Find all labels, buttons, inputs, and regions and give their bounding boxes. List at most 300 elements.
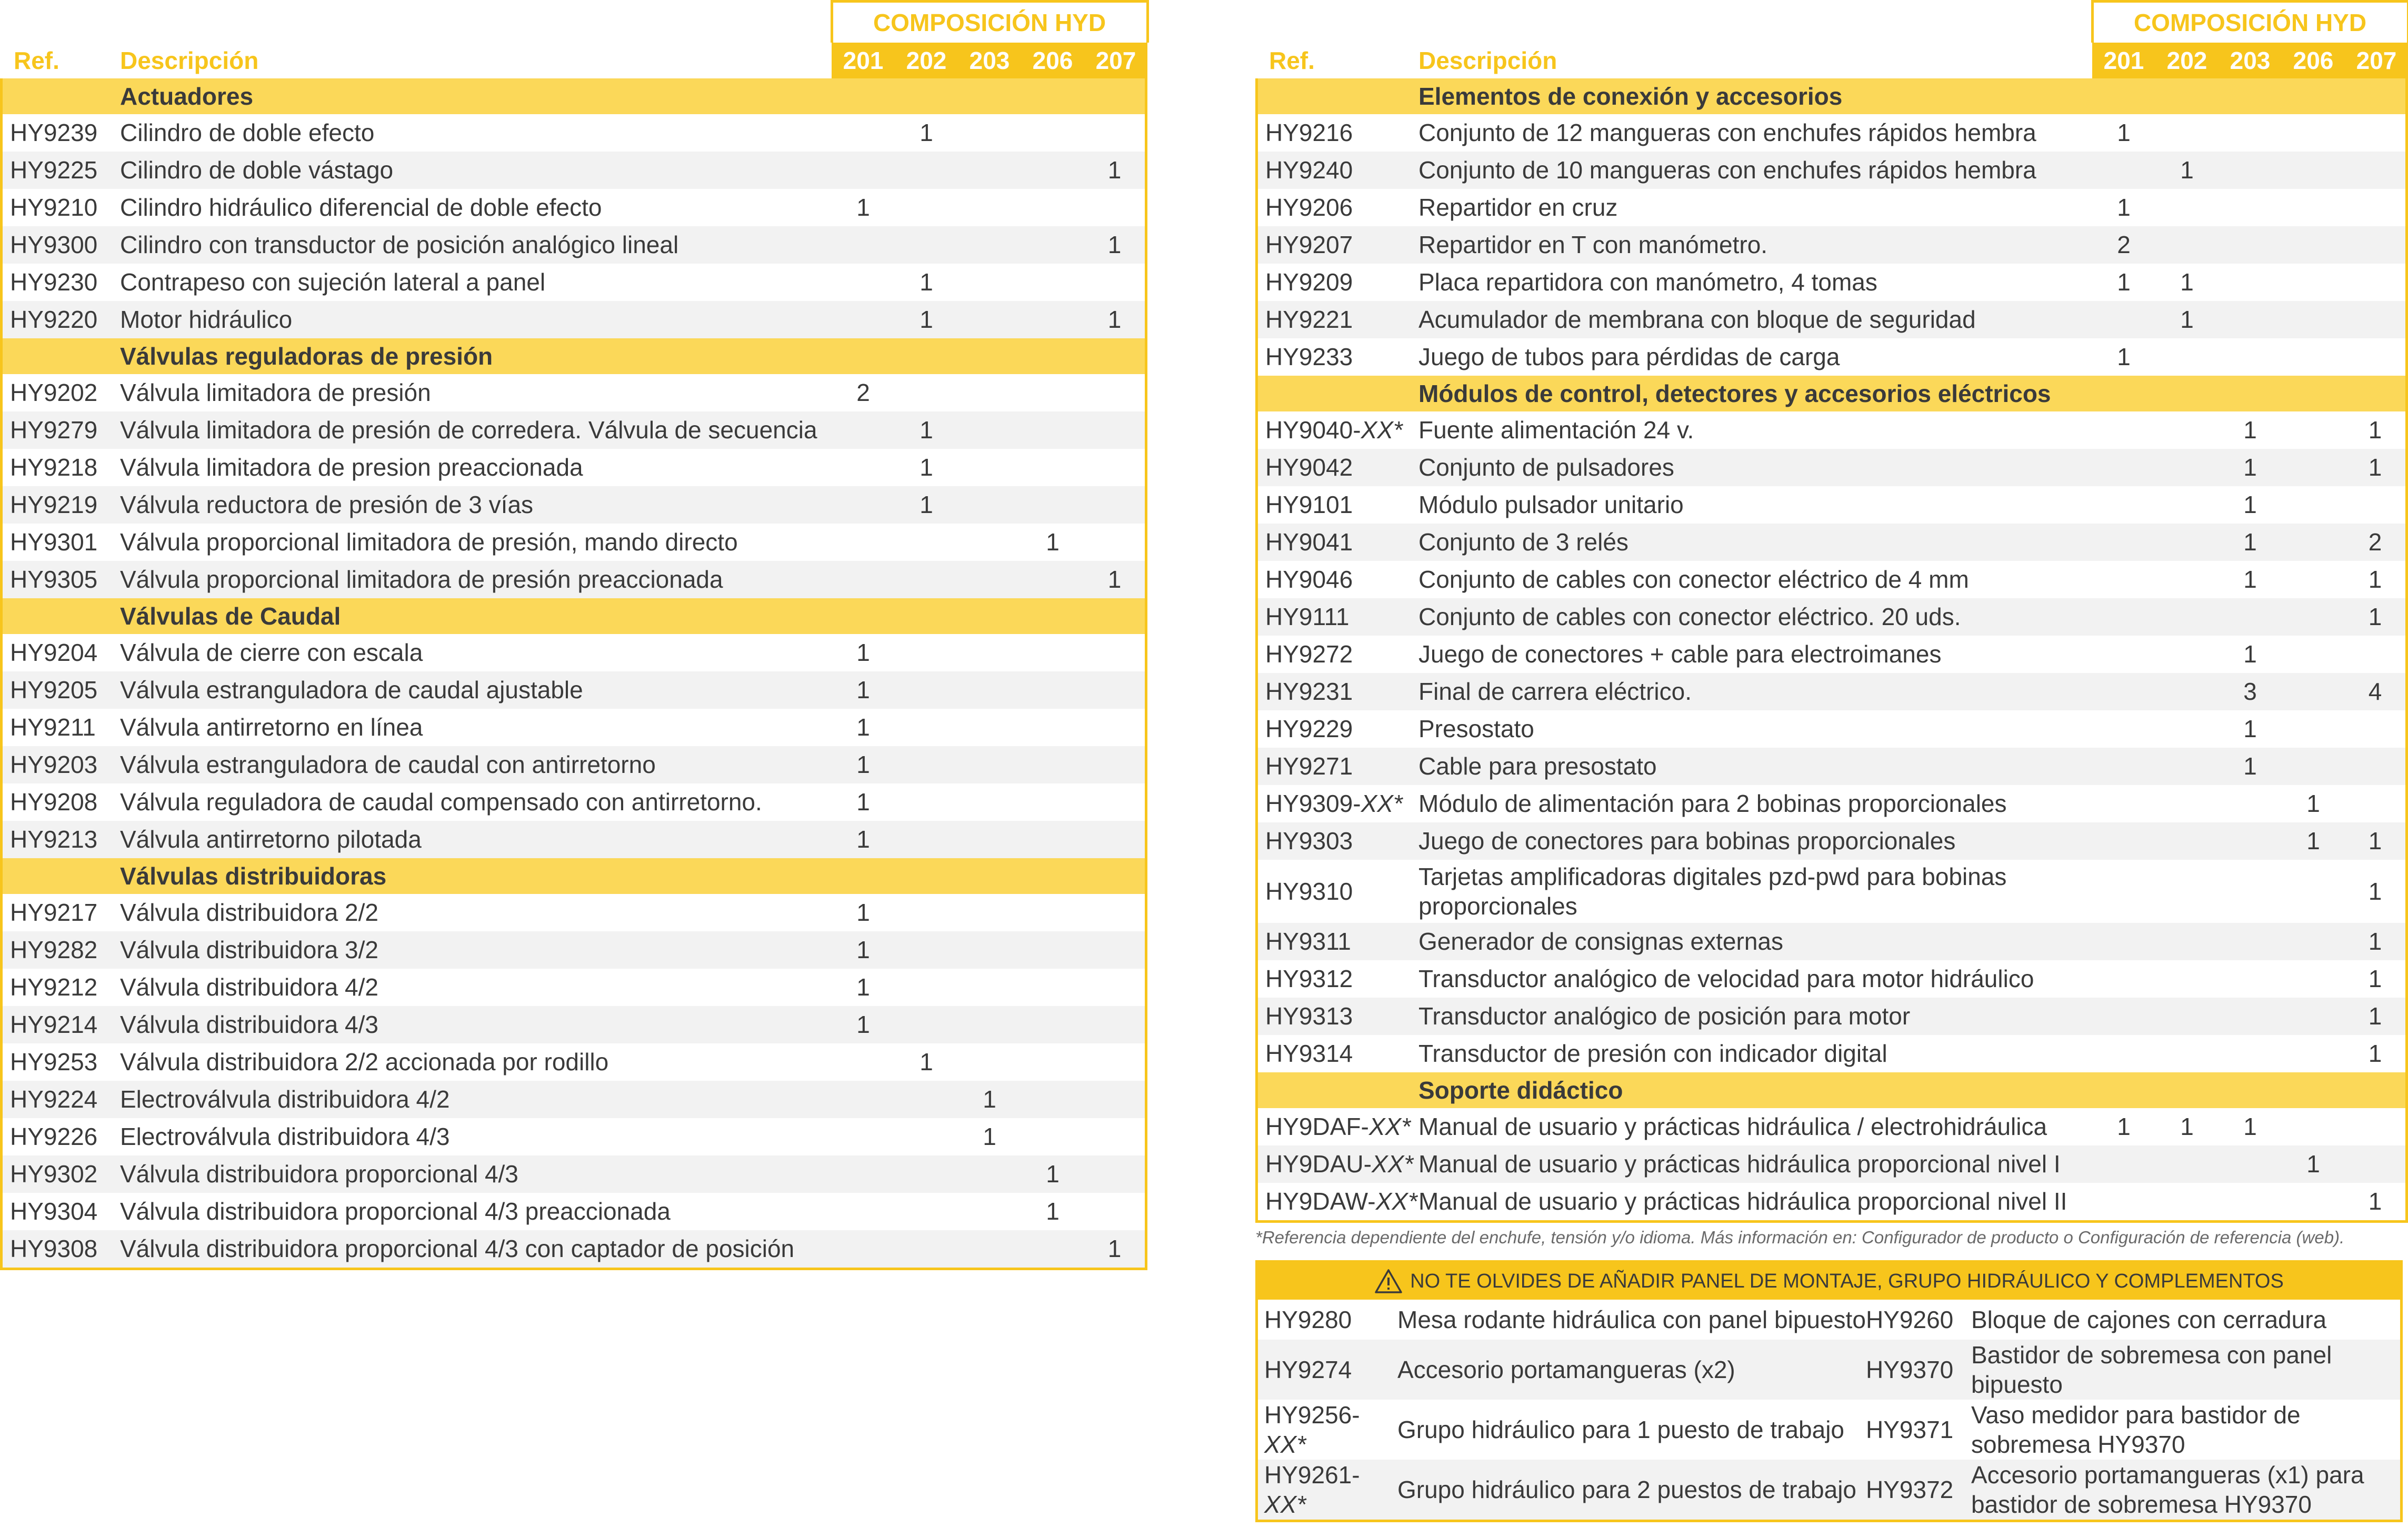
qty-cell-207 xyxy=(1084,783,1145,821)
qty-cell-206: 1 xyxy=(2282,1145,2345,1183)
qty-cell-201: 1 xyxy=(2117,119,2131,146)
qty-cell-206 xyxy=(1021,486,1084,524)
table-row xyxy=(1258,748,2405,785)
item-ref-cell xyxy=(3,1006,120,1043)
qty-cell-201 xyxy=(2092,598,2155,636)
qty-cell-203 xyxy=(2219,860,2282,923)
qty-cell-207 xyxy=(2345,338,2405,376)
item-ref-cell xyxy=(1258,860,1418,923)
qty-cell-206 xyxy=(2282,114,2345,152)
qty-cell-201 xyxy=(832,301,895,338)
item-ref-cell xyxy=(3,449,120,486)
qty-cell-202 xyxy=(2155,598,2219,636)
qty-cell-206 xyxy=(2282,598,2345,636)
qty-cell-202 xyxy=(895,1081,958,1118)
qty-cell-206 xyxy=(1021,561,1084,598)
ref-header-right: Ref. xyxy=(1269,47,1315,74)
qty-cell-203 xyxy=(958,301,1021,338)
qty-cell-202: 1 xyxy=(895,301,958,338)
qty-cell-201: 1 xyxy=(832,671,895,709)
qty-cell-201 xyxy=(2092,960,2155,998)
section-title: Válvulas reguladoras de presión xyxy=(120,338,1145,374)
accessory-ref-2: HY9370 xyxy=(1866,1340,1971,1400)
warning-triangle-icon xyxy=(1374,1269,1403,1294)
qty-cell-207: 1 xyxy=(1084,561,1145,598)
item-description: Generador de consignas externas xyxy=(1418,923,2092,960)
table-row xyxy=(1258,998,2405,1035)
accessory-ref-2: HY9372 xyxy=(1866,1460,1971,1520)
item-ref: HY9046 xyxy=(1265,566,1353,593)
qty-cell-207 xyxy=(1084,114,1145,152)
col-202-header: 202 xyxy=(895,43,958,78)
section-title: Elementos de conexión y accesorios xyxy=(1418,78,2405,114)
qty-cell-202 xyxy=(2155,822,2219,860)
qty-cell-203: 1 xyxy=(2243,416,2257,444)
qty-cell-202 xyxy=(2155,785,2219,822)
qty-cell-207 xyxy=(1084,709,1145,746)
table-row xyxy=(3,894,1145,931)
item-ref-cell xyxy=(1258,598,1418,636)
item-ref-cell xyxy=(3,301,120,338)
qty-cell-201 xyxy=(832,561,895,598)
qty-cell-203 xyxy=(2219,264,2282,301)
item-ref-cell xyxy=(1258,411,1418,449)
item-ref-cell xyxy=(3,561,120,598)
item-ref: HY9041 xyxy=(1265,528,1353,556)
qty-cell-203 xyxy=(2219,226,2282,264)
table-row xyxy=(3,411,1145,449)
qty-cell-201 xyxy=(832,411,895,449)
item-description: Válvula reductora de presión de 3 vías xyxy=(120,486,832,524)
item-description: Válvula de cierre con escala xyxy=(120,639,423,666)
accessory-row xyxy=(1258,1400,2400,1460)
qty-cell-203: 1 xyxy=(2219,748,2282,785)
item-ref: HY9271 xyxy=(1265,752,1353,780)
qty-cell-202 xyxy=(2155,710,2219,748)
item-description: Válvula distribuidora 4/2 xyxy=(120,973,378,1001)
table-row xyxy=(1258,1145,2405,1183)
qty-cell-203 xyxy=(2219,923,2282,960)
qty-cell-203 xyxy=(2219,114,2282,152)
table-row xyxy=(3,1193,1145,1230)
qty-cell-201: 1 xyxy=(856,788,870,816)
qty-cell-201 xyxy=(2092,673,2155,710)
item-ref: HY9226 xyxy=(10,1123,98,1150)
item-ref: HY9221 xyxy=(1265,306,1353,333)
right-table-body xyxy=(1255,78,2408,1223)
item-description: Electroválvula distribuidora 4/2 xyxy=(120,1081,832,1118)
item-description: Conjunto de cables con conector eléctrico. 20 uds. xyxy=(1418,598,2092,636)
table-row xyxy=(3,671,1145,709)
qty-cell-206 xyxy=(2282,264,2345,301)
qty-cell-207: 1 xyxy=(1084,1230,1145,1268)
qty-cell-202 xyxy=(2155,1035,2219,1072)
item-ref-cell xyxy=(1258,1108,1418,1145)
qty-cell-206 xyxy=(1021,301,1084,338)
accessory-row xyxy=(1258,1340,2400,1400)
table-row xyxy=(3,931,1145,969)
qty-cell-202 xyxy=(895,783,958,821)
item-description: Cilindro de doble vástago xyxy=(120,152,832,189)
item-description: Repartidor en cruz xyxy=(1418,194,1618,221)
qty-cell-206 xyxy=(1021,1118,1084,1155)
table-row xyxy=(3,634,1145,671)
qty-cell-202 xyxy=(895,1155,958,1193)
qty-cell-201 xyxy=(832,264,895,301)
item-ref-cell xyxy=(3,152,120,189)
section-title: Módulos de control, detectores y accesorios eléctricos xyxy=(1418,376,2405,411)
qty-cell-201 xyxy=(832,486,895,524)
qty-cell-201 xyxy=(2092,710,2155,748)
qty-cell-207 xyxy=(1084,894,1145,931)
qty-cell-203 xyxy=(2219,152,2282,189)
item-ref-cell xyxy=(3,189,120,226)
qty-cell-206: 1 xyxy=(1046,1198,1060,1225)
qty-cell-203 xyxy=(2219,1145,2282,1183)
qty-cell-206 xyxy=(1021,1043,1084,1081)
item-ref-cell xyxy=(1258,636,1418,673)
item-ref: HY9300 xyxy=(10,231,98,258)
table-row xyxy=(3,561,1145,598)
qty-cell-207 xyxy=(1084,486,1145,524)
qty-cell-207 xyxy=(2345,486,2405,524)
item-ref: HY9229 xyxy=(1265,715,1353,742)
qty-cell-207: 1 xyxy=(1084,226,1145,264)
item-ref-cell xyxy=(1258,673,1418,710)
item-description: Válvula distribuidora 4/3 xyxy=(120,1006,832,1043)
qty-cell-202 xyxy=(2155,748,2219,785)
table-row xyxy=(3,1081,1145,1118)
item-ref: HY9203 xyxy=(10,751,98,778)
item-description: Manual de usuario y prácticas hidráulica proporcional nivel II xyxy=(1418,1188,2067,1215)
qty-cell-207 xyxy=(1084,189,1145,226)
accessory-ref: HY9261- xyxy=(1264,1461,1360,1489)
table-row xyxy=(1258,226,2405,264)
qty-cell-201 xyxy=(2092,860,2155,923)
qty-cell-202: 1 xyxy=(920,119,933,146)
qty-cell-206 xyxy=(2282,960,2345,998)
item-ref: HY9311 xyxy=(1265,928,1351,955)
item-ref-cell xyxy=(3,1118,120,1155)
item-ref: HY9040- xyxy=(1265,416,1361,444)
item-description: Válvula distribuidora 2/2 accionada por rodillo xyxy=(120,1048,609,1075)
accessory-ref-2: HY9371 xyxy=(1866,1416,1954,1443)
item-description: Final de carrera eléctrico. xyxy=(1418,673,2092,710)
item-ref: HY9224 xyxy=(10,1085,98,1113)
item-ref: HY9212 xyxy=(10,973,98,1001)
qty-cell-206 xyxy=(1021,709,1084,746)
qty-cell-202 xyxy=(2155,673,2219,710)
qty-cell-206: 1 xyxy=(2282,822,2345,860)
section-spacer xyxy=(1258,1072,1418,1108)
item-description: Cilindro con transductor de posición analógico lineal xyxy=(120,226,832,264)
accessory-description: Grupo hidráulico para 2 puestos de trabajo xyxy=(1397,1460,1866,1520)
item-ref: HY9206 xyxy=(1265,194,1353,221)
qty-cell-206 xyxy=(2282,673,2345,710)
table-row xyxy=(3,1006,1145,1043)
qty-cell-207 xyxy=(2345,1145,2405,1183)
qty-cell-206 xyxy=(2282,338,2345,376)
item-description: Válvula distribuidora 3/2 xyxy=(120,931,832,969)
qty-cell-203 xyxy=(2219,822,2282,860)
qty-cell-207: 1 xyxy=(2368,965,2382,992)
qty-cell-206 xyxy=(1021,264,1084,301)
qty-cell-206: 1 xyxy=(1046,528,1060,556)
qty-cell-206 xyxy=(1021,114,1084,152)
qty-cell-206 xyxy=(2282,449,2345,486)
qty-cell-206: 1 xyxy=(2306,790,2320,817)
item-description: Electroválvula distribuidora 4/3 xyxy=(120,1123,450,1150)
qty-cell-201: 1 xyxy=(2117,1113,2131,1140)
accessory-ref: HY9274 xyxy=(1264,1356,1352,1383)
item-ref-cell xyxy=(3,1043,120,1081)
qty-cell-201: 1 xyxy=(2117,343,2131,370)
qty-cell-203 xyxy=(958,264,1021,301)
item-ref: HY9042 xyxy=(1265,454,1353,481)
qty-cell-203: 1 xyxy=(2219,449,2282,486)
qty-cell-203 xyxy=(958,894,1021,931)
qty-cell-201: 1 xyxy=(832,1006,895,1043)
description-header: Descripción xyxy=(120,47,259,74)
qty-cell-206 xyxy=(2282,1035,2345,1072)
qty-cell-206 xyxy=(2282,710,2345,748)
qty-cell-202 xyxy=(2155,923,2219,960)
qty-cell-202 xyxy=(895,1193,958,1230)
qty-cell-202 xyxy=(2155,189,2219,226)
item-description: Conjunto de cables con conector eléctrico de 4 mm xyxy=(1418,566,1969,593)
qty-cell-202 xyxy=(895,189,958,226)
qty-cell-206 xyxy=(2282,748,2345,785)
qty-cell-202 xyxy=(895,969,958,1006)
qty-cell-202: 1 xyxy=(2180,1113,2194,1140)
item-description: Válvula estranguladora de caudal ajustable xyxy=(120,671,832,709)
qty-cell-206 xyxy=(1021,1230,1084,1268)
table-row xyxy=(3,152,1145,189)
item-description: Motor hidráulico xyxy=(120,301,832,338)
qty-cell-207: 1 xyxy=(2345,998,2405,1035)
item-description: Válvula antirretorno pilotada xyxy=(120,821,832,858)
table-row xyxy=(1258,301,2405,338)
qty-cell-201 xyxy=(832,1230,895,1268)
table-row xyxy=(1258,598,2405,636)
qty-cell-202 xyxy=(895,671,958,709)
qty-cell-202 xyxy=(895,746,958,783)
table-row xyxy=(3,524,1145,561)
qty-cell-207: 1 xyxy=(2345,598,2405,636)
accessory-description-2: Bloque de cajones con cerradura xyxy=(1971,1306,2327,1333)
qty-cell-202 xyxy=(895,561,958,598)
item-description: Válvula limitadora de presión xyxy=(120,379,431,406)
qty-cell-201: 2 xyxy=(856,379,870,406)
item-description: Manual de usuario y prácticas hidráulica proporcional nivel I xyxy=(1418,1145,2092,1183)
item-ref-cell xyxy=(1258,748,1418,785)
footnote: *Referencia dependiente del enchufe, tensión y/o idioma. Más información en: Configurador de producto o Configuración de referencia (web). xyxy=(1255,1228,2345,1247)
qty-cell-203 xyxy=(958,561,1021,598)
qty-cell-202 xyxy=(895,1006,958,1043)
accessories-table xyxy=(1258,1300,2400,1520)
qty-cell-207 xyxy=(1084,524,1145,561)
qty-cell-203 xyxy=(958,709,1021,746)
qty-cell-202 xyxy=(895,634,958,671)
item-description: Presostato xyxy=(1418,715,1534,742)
item-ref-cell xyxy=(3,226,120,264)
composition-title-right: COMPOSICIÓN HYD xyxy=(2092,2,2408,43)
qty-cell-203: 3 xyxy=(2219,673,2282,710)
item-description: Juego de conectores + cable para electroimanes xyxy=(1418,640,1942,668)
item-description: Placa repartidora con manómetro, 4 tomas xyxy=(1418,268,1877,296)
qty-cell-202: 1 xyxy=(920,454,933,481)
item-ref: HY9217 xyxy=(10,899,98,926)
item-ref: HY9303 xyxy=(1265,827,1353,855)
section-header xyxy=(3,858,1145,894)
item-ref: HY9240 xyxy=(1265,156,1353,184)
item-ref: HY9209 xyxy=(1265,268,1353,296)
qty-cell-203 xyxy=(958,1230,1021,1268)
item-ref-cell xyxy=(3,524,120,561)
item-ref-suffix: XX* xyxy=(1375,1188,1417,1215)
qty-cell-207 xyxy=(1084,821,1145,858)
table-row xyxy=(3,189,1145,226)
qty-cell-207: 1 xyxy=(2345,923,2405,960)
section-title: Válvulas de Caudal xyxy=(120,598,1145,634)
table-row xyxy=(1258,411,2405,449)
item-ref-cell xyxy=(3,411,120,449)
qty-cell-201 xyxy=(2092,524,2155,561)
qty-cell-203 xyxy=(2219,189,2282,226)
qty-cell-201 xyxy=(2092,301,2155,338)
qty-cell-207 xyxy=(2345,785,2405,822)
qty-cell-201: 1 xyxy=(856,973,870,1001)
qty-cell-203 xyxy=(958,1193,1021,1230)
qty-cell-203 xyxy=(958,114,1021,152)
qty-cell-207 xyxy=(2345,1108,2405,1145)
item-ref: HY9230 xyxy=(10,268,98,296)
item-description: Fuente alimentación 24 v. xyxy=(1418,416,1694,444)
qty-cell-201 xyxy=(2092,822,2155,860)
table-row xyxy=(1258,1035,2405,1072)
qty-cell-203 xyxy=(958,374,1021,411)
col-207-header-right: 207 xyxy=(2345,43,2408,78)
col-203-header: 203 xyxy=(958,43,1021,78)
qty-cell-202 xyxy=(2155,411,2219,449)
accessory-description: Grupo hidráulico para 1 puesto de trabajo xyxy=(1397,1416,1845,1443)
qty-cell-207: 1 xyxy=(2368,416,2382,444)
accessory-ref: HY9256- xyxy=(1264,1401,1360,1429)
qty-cell-202 xyxy=(895,374,958,411)
item-ref-cell xyxy=(3,114,120,152)
item-ref: HY9205 xyxy=(10,676,98,703)
qty-cell-203 xyxy=(2219,1035,2282,1072)
qty-cell-201 xyxy=(2092,748,2155,785)
item-ref: HY9220 xyxy=(10,306,98,333)
qty-cell-206 xyxy=(1021,449,1084,486)
qty-cell-206 xyxy=(2282,226,2345,264)
section-header xyxy=(1258,376,2405,411)
qty-cell-207 xyxy=(1084,931,1145,969)
section-spacer xyxy=(3,338,120,374)
item-ref: HY9111 xyxy=(1265,603,1350,630)
item-ref: HY9301 xyxy=(10,528,98,556)
table-row xyxy=(3,746,1145,783)
qty-cell-202 xyxy=(2155,486,2219,524)
qty-cell-201 xyxy=(2092,1183,2155,1220)
qty-cell-206 xyxy=(2282,998,2345,1035)
qty-cell-207 xyxy=(1084,1118,1145,1155)
qty-cell-203: 1 xyxy=(2243,566,2257,593)
qty-cell-207: 1 xyxy=(2368,566,2382,593)
qty-cell-203 xyxy=(958,449,1021,486)
item-ref: HY9DAF- xyxy=(1265,1113,1369,1140)
item-ref: HY9313 xyxy=(1265,1002,1353,1030)
qty-cell-202 xyxy=(895,1118,958,1155)
item-ref: HY9308 xyxy=(10,1235,98,1262)
item-description: Válvula antirretorno en línea xyxy=(120,713,423,741)
item-description: Manual de usuario y prácticas hidráulica / electrohidráulica xyxy=(1418,1113,2047,1140)
left-table-rows xyxy=(3,78,1145,1268)
table-row xyxy=(3,301,1145,338)
accessory-description-2: Accesorio portamangueras (x1) para bastidor de sobremesa HY9370 xyxy=(1971,1460,2400,1520)
item-ref-cell xyxy=(3,709,120,746)
qty-cell-207 xyxy=(1084,671,1145,709)
accessory-ref: HY9280 xyxy=(1264,1306,1352,1333)
qty-cell-203 xyxy=(958,189,1021,226)
item-ref-cell xyxy=(3,1081,120,1118)
qty-cell-201: 2 xyxy=(2092,226,2155,264)
qty-cell-203 xyxy=(958,411,1021,449)
item-ref-cell xyxy=(1258,1035,1418,1072)
column-header-row xyxy=(0,43,1147,78)
accessory-description-2: Vaso medidor para bastidor de sobremesa HY9370 xyxy=(1971,1401,2301,1458)
item-ref-cell xyxy=(3,821,120,858)
qty-cell-201 xyxy=(2092,1145,2155,1183)
qty-cell-206 xyxy=(1021,1006,1084,1043)
qty-cell-206 xyxy=(2282,486,2345,524)
table-row xyxy=(1258,189,2405,226)
qty-cell-201: 1 xyxy=(856,639,870,666)
qty-cell-201: 1 xyxy=(832,821,895,858)
item-ref: HY9233 xyxy=(1265,343,1353,370)
qty-cell-206 xyxy=(2282,860,2345,923)
item-ref-cell xyxy=(1258,822,1418,860)
item-ref: HY9202 xyxy=(10,379,98,406)
col-206-header-right: 206 xyxy=(2282,43,2345,78)
item-ref-cell xyxy=(1258,449,1418,486)
qty-cell-201: 1 xyxy=(856,194,870,221)
qty-cell-206 xyxy=(2282,1183,2345,1220)
item-description: Válvula distribuidora proporcional 4/3 preaccionada xyxy=(120,1198,671,1225)
qty-cell-207 xyxy=(1084,1006,1145,1043)
description-header-right: Descripción xyxy=(1418,47,1557,74)
qty-cell-201 xyxy=(832,152,895,189)
col-207-header: 207 xyxy=(1084,43,1147,78)
qty-cell-202: 1 xyxy=(2180,268,2194,296)
item-description: Válvula limitadora de presión de corredera. Válvula de secuencia xyxy=(120,411,832,449)
item-ref-cell xyxy=(3,264,120,301)
qty-cell-202 xyxy=(2155,449,2219,486)
qty-cell-203: 1 xyxy=(2219,524,2282,561)
right-table-rows xyxy=(1258,78,2405,1220)
qty-cell-202: 1 xyxy=(895,486,958,524)
qty-cell-203 xyxy=(958,486,1021,524)
table-row xyxy=(3,264,1145,301)
qty-cell-207 xyxy=(1084,634,1145,671)
item-description: Tarjetas amplificadoras digitales pzd-pwd para bobinas proporcionales xyxy=(1418,863,2007,920)
item-ref-cell xyxy=(1258,998,1418,1035)
col-206-header: 206 xyxy=(1021,43,1084,78)
item-ref-cell xyxy=(1258,264,1418,301)
qty-cell-201 xyxy=(832,1043,895,1081)
qty-cell-206 xyxy=(2282,152,2345,189)
